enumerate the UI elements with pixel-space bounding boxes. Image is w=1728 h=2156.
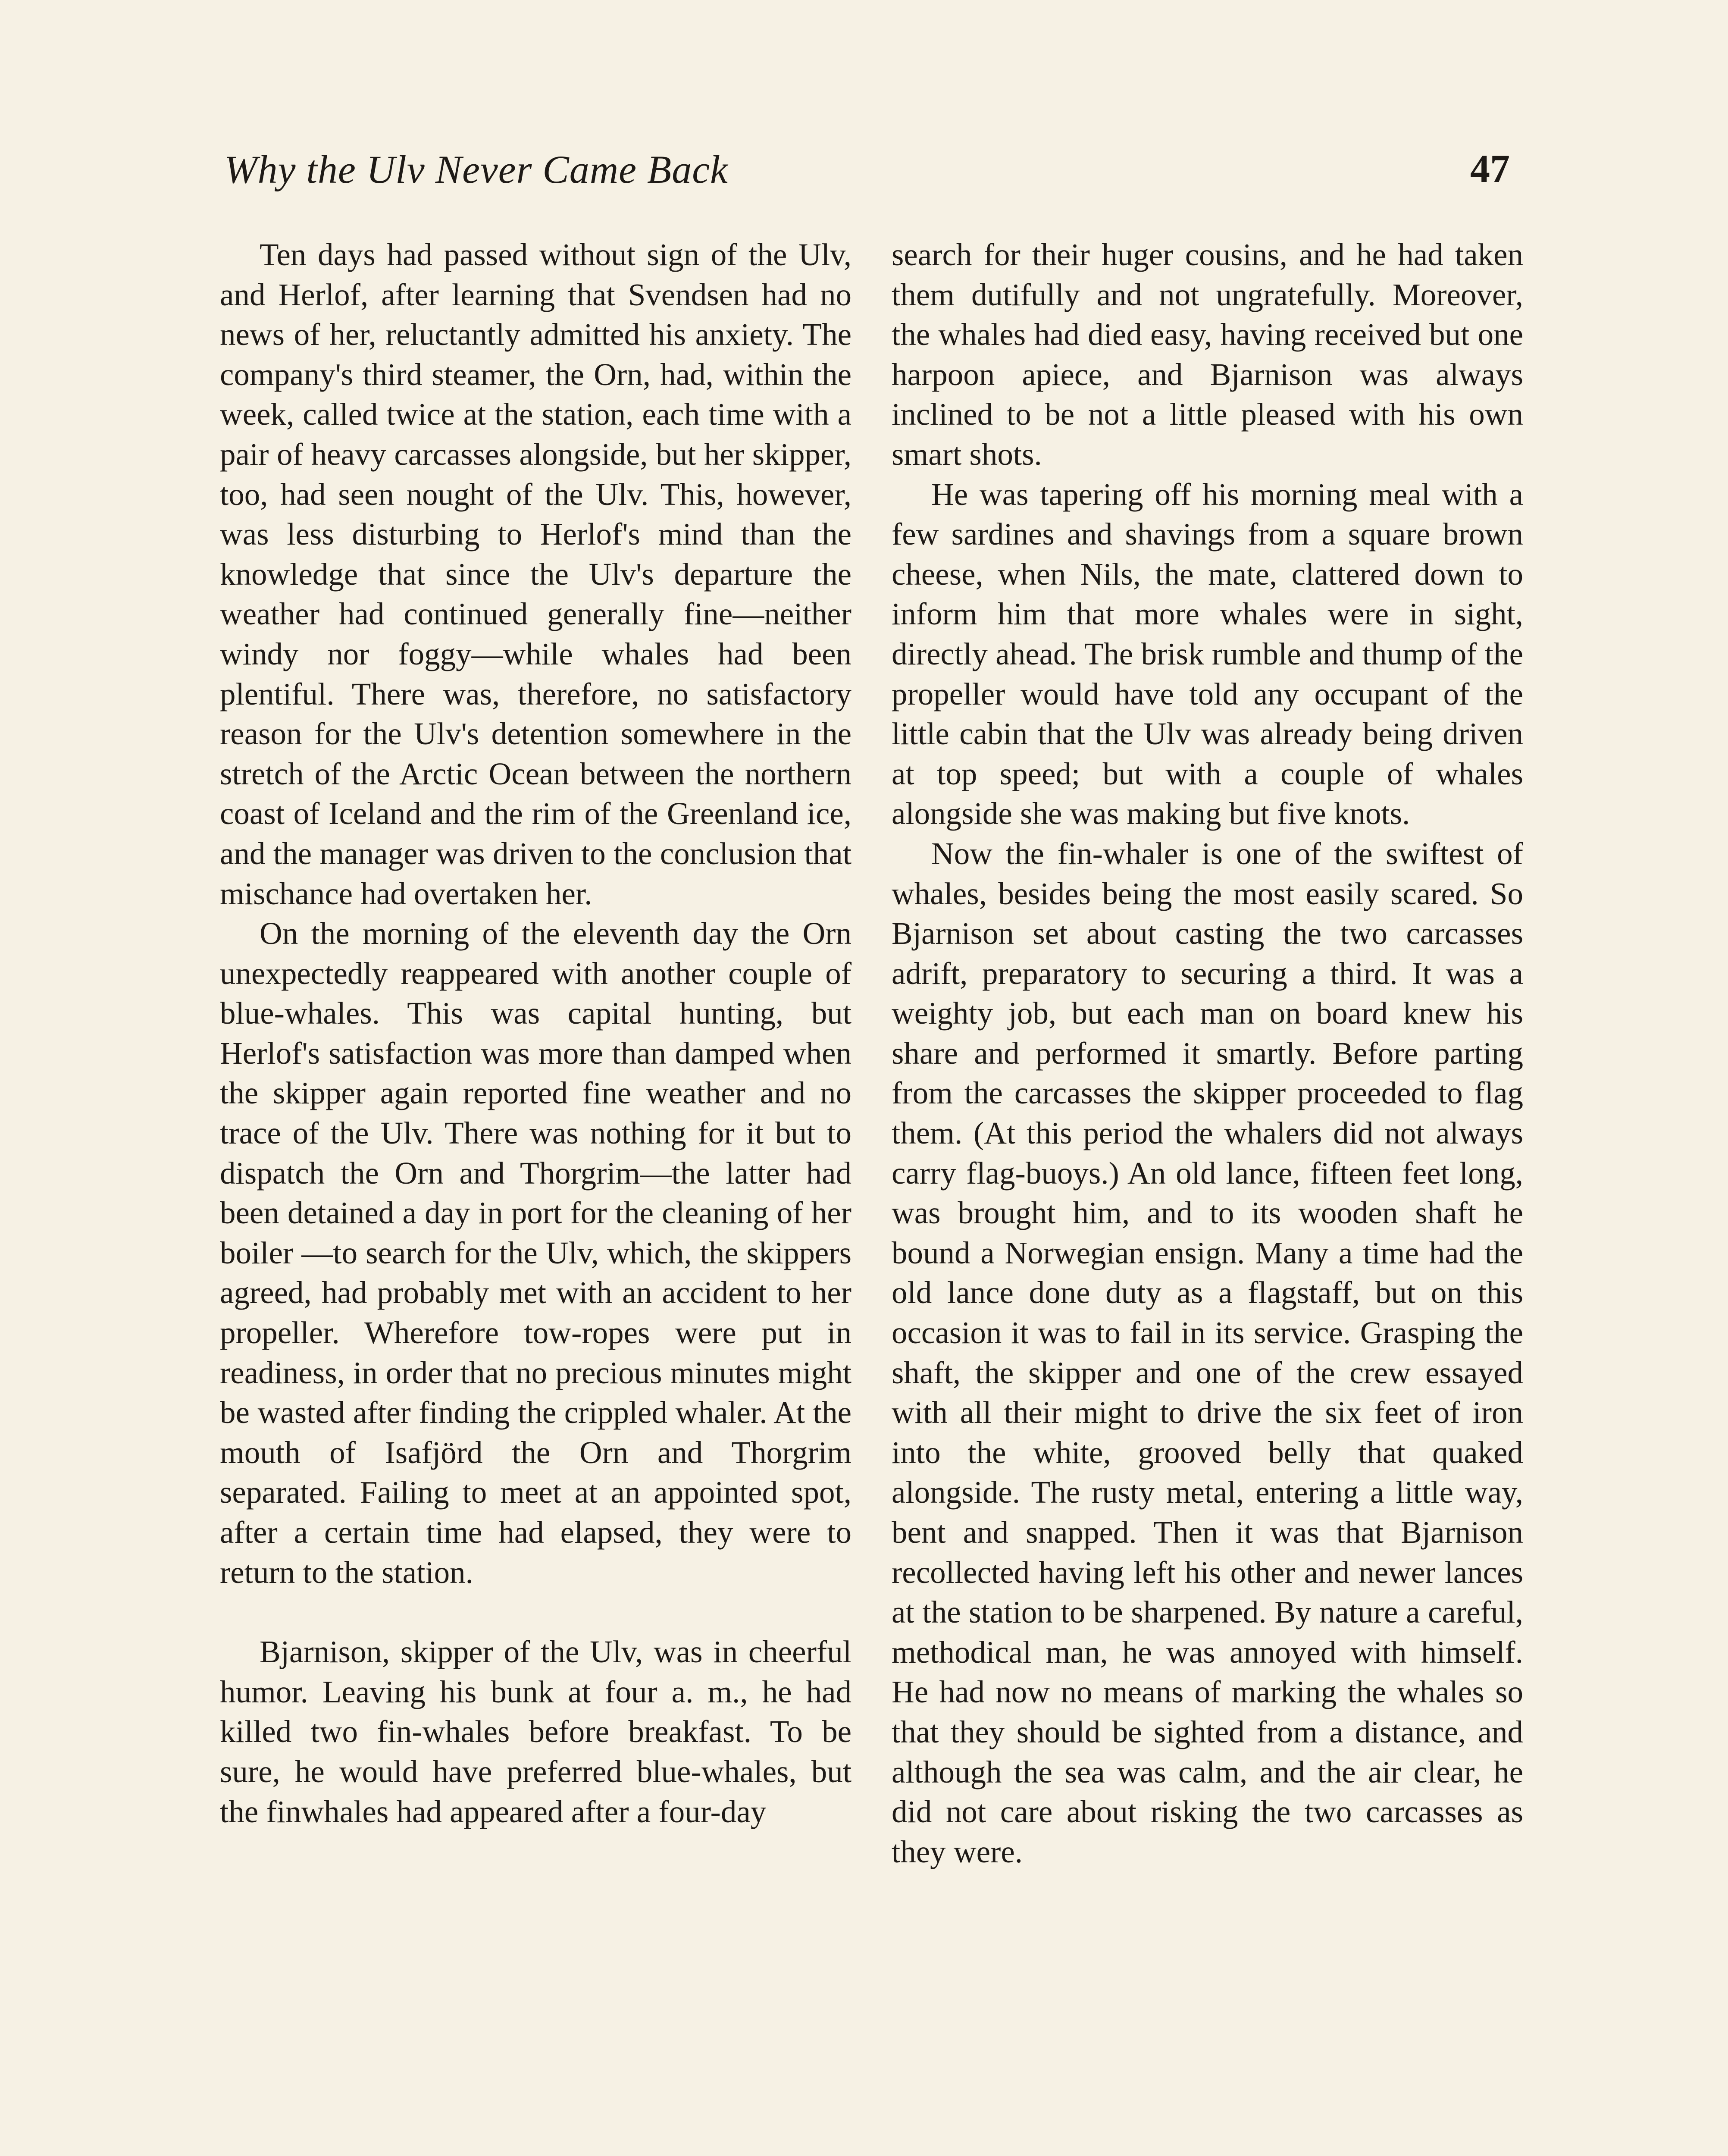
right-column [892, 235, 1523, 1872]
paragraph: On the morning of the eleventh day the Orn unexpectedly reappeared with another couple of blue-whales. This was capital hunting, but Herlof's satisfaction was more than damped when the skipper again reported fine weather and no trace of the Ulv. There was nothing for it but to dispatch the Orn and Thorgrim—the latter had been detained a day in port for the cleaning of her boiler —to search for the Ulv, which, the skippers agreed, had probably met with an accident to her propeller. Wherefore tow-ropes were put in readiness, in order that no precious minutes might be wasted after finding the crippled whaler. At the mouth of Isafjörd the Orn and Thorgrim separated. Failing to meet at an appointed spot, after a certain time had elapsed, they were to return to the station. [220, 916, 851, 1590]
paragraph: Bjarnison, skipper of the Ulv, was in cheerful humor. Leaving his bunk at four a. m., he had killed two fin-whales before breakfast. To be sure, he would have preferred blue-whales, but the finwhales had appeared after a four-day [220, 1634, 851, 1829]
page-number: 47 [1470, 147, 1510, 191]
paragraph: Now the fin-whaler is one of the swiftest of whales, besides being the most easily scared. So Bjarnison set about casting the two carcasses adrift, preparatory to securing a third. It was a weighty job, but each man on board knew his share and performed it smartly. Before parting from the carcasses the skipper proceeded to flag them. (At this period the whalers did not always carry flag-buoys.) An old lance, fifteen feet long, was brought him, and to its wooden shaft he bound a Norwegian ensign. Many a time had the old lance done duty as a flagstaff, but on this occasion it was to fail in its service. Grasping the shaft, the skipper and one of the crew essayed with all their might to drive the six feet of iron into the white, grooved belly that quaked alongside. The rusty metal, entering a little way, bent and snapped. Then it was that Bjarnison recollected having left his other and newer lances at the station to be sharpened. By nature a careful, methodical man, he was annoyed with himself. He had now no means of marking the whales so that they should be sighted from a distance, and although the sea was calm, and the air clear, he did not care about risking the two carcasses as they were. [892, 836, 1523, 1869]
paragraph: He was tapering off his morning meal with a few sardines and shavings from a square brown cheese, when Nils, the mate, clattered down to inform him that more whales were in sight, directly ahead. The brisk rumble and thump of the propeller would have told any occupant of the little cabin that the Ulv was already being driven at top speed; but with a couple of whales alongside she was making but five knots. [892, 476, 1523, 831]
left-column [220, 235, 851, 1832]
paragraph: Ten days had passed without sign of the Ulv, and Herlof, after learning that Svendsen had no news of her, reluctantly admitted his anxiety. The company's third steamer, the Orn, had, within the week, called twice at the station, each time with a pair of heavy carcasses alongside, but her skipper, too, had seen nought of the Ulv. This, however, was less disturbing to Herlof's mind than the knowledge that since the Ulv's departure the weather had continued generally fine—neither windy nor foggy—while whales had been plentiful. There was, therefore, no satisfactory reason for the Ulv's detention somewhere in the stretch of the Arctic Ocean between the northern coast of Iceland and the rim of the Greenland ice, and the manager was driven to the conclusion that mischance had overtaken her. [220, 237, 851, 911]
running-title: Why the Ulv Never Came Back [224, 147, 728, 191]
paragraph: search for their huger cousins, and he had taken them dutifully and not ungratefully. Moreover, the whales had died easy, having received but one harpoon apiece, and Bjarnison was always inclined to be not a little pleased with his own smart shots. [892, 237, 1523, 472]
